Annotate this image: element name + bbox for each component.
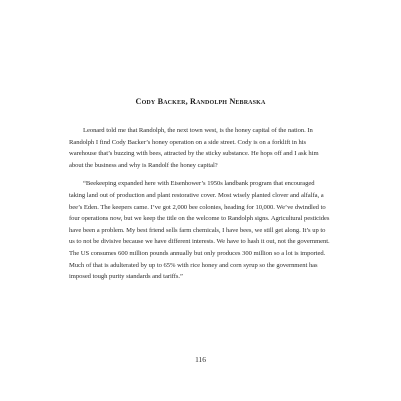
section-heading: Cody Backer, Randolph Nebraska	[135, 97, 266, 106]
body-text	[69, 125, 331, 290]
paragraph-2: “Beekeeping expanded here with Eisenhower’s 1950s landbank program that encouraged taking land out of production and plant restorative cover. Most wisely planted clover and alfalfa, a bee’s Eden. The keepers came. I’ve got 2,000 bee colonies, heading for 10,000. We’ve dwindled to four operations now, but we keep the title on the welcome to Randolph signs. Agricultural pesticides have been a problem. My best friend sells farm chemicals, I have bees, we still get along. It’s up to us to not be divisive because we have different interests. We have to hash it out, not the government. The US consumes 600 million pounds annually but only produces 300 million so a lot is imported. Much of that is adulterated by up to 65% with rice honey and corn syrup so the government has imposed tough purity standards and tariffs.”	[69, 180, 330, 281]
paragraph-1: Leonard told me that Randolph, the next town west, is the honey capital of the nation. In Randolph I find Cody Backer’s honey operation on a side street. Cody is on a forklift in his warehouse that’s buzzing with bees, attracted by the sticky substance. He hops off and I ask him about the business and why is Randolf the honey capital?	[69, 127, 319, 169]
page-number: 116	[195, 355, 206, 364]
